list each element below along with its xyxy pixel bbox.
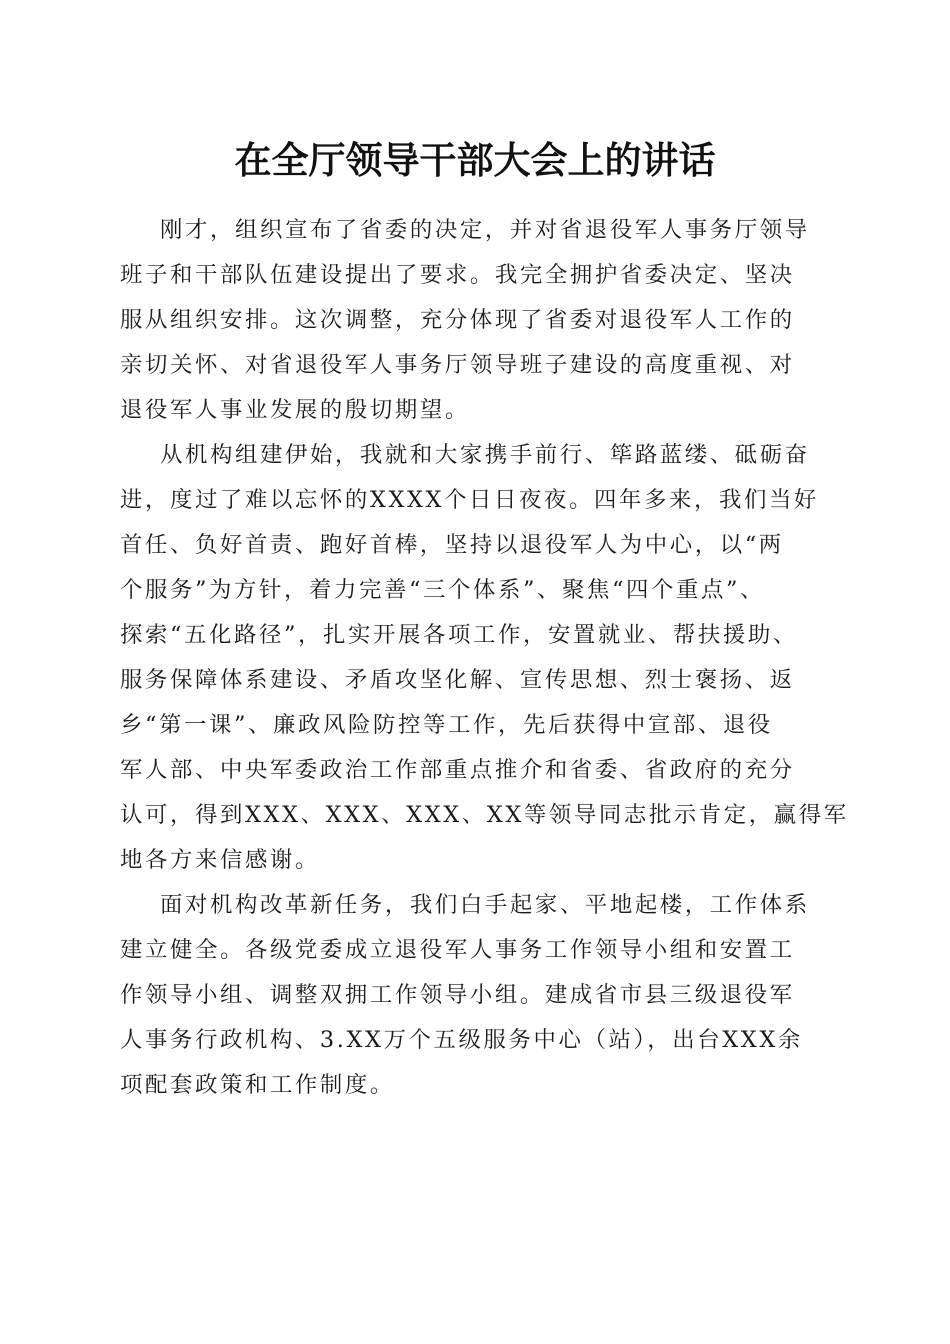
paragraph-line: 人事务行政机构、3.XX万个五级服务中心（站），出台XXX余 xyxy=(120,1027,803,1053)
paragraph-1 xyxy=(120,208,840,433)
paragraph-line: 个服务”为方针，着力完善“三个体系”、聚焦“四个重点”、 xyxy=(120,577,766,603)
paragraph-line: 地各方来信感谢。 xyxy=(120,847,320,873)
paragraph-line: 亲切关怀、对省退役军人事务厅领导班子建设的高度重视、对 xyxy=(120,352,795,378)
paragraph-2 xyxy=(120,433,849,883)
paragraph-line: 服从组织安排。这次调整，充分体现了省委对退役军人工作的 xyxy=(120,307,795,333)
paragraph-line: 军人部、中央军委政治工作部重点推介和省委、省政府的充分 xyxy=(120,757,795,783)
paragraph-line: 作领导小组、调整双拥工作领导小组。建成省市县三级退役军 xyxy=(120,982,795,1008)
paragraph-line: 刚才，组织宣布了省委的决定，并对省退役军人事务厅领导 xyxy=(160,217,810,243)
paragraph-line: 进，度过了难以忘怀的XXXX个日日夜夜。四年多来，我们当好 xyxy=(120,487,819,513)
paragraph-line: 项配套政策和工作制度。 xyxy=(120,1072,395,1098)
paragraph-line: 建立健全。各级党委成立退役军人事务工作领导小组和安置工 xyxy=(120,937,795,963)
paragraph-line: 从机构组建伊始，我就和大家携手前行、筚路蓝缕、砥砺奋 xyxy=(160,442,810,468)
paragraph-line: 探索“五化路径”，扎实开展各项工作，安置就业、帮扶援助、 xyxy=(120,622,798,648)
document-body xyxy=(120,208,849,1108)
paragraph-line: 乡“第一课”、廉政风险防控等工作，先后获得中宣部、退役 xyxy=(120,712,773,738)
paragraph-line: 认可，得到XXX、XXX、XXX、XX等领导同志批示肯定，赢得军 xyxy=(120,802,849,828)
document-title: 在全厅领导干部大会上的讲话 xyxy=(234,138,716,182)
paragraph-line: 班子和干部队伍建设提出了要求。我完全拥护省委决定、坚决 xyxy=(120,262,795,288)
paragraph-line: 首任、负好首责、跑好首棒，坚持以退役军人为中心，以“两 xyxy=(120,532,784,558)
paragraph-line: 退役军人事业发展的殷切期望。 xyxy=(120,397,470,423)
paragraph-line: 面对机构改革新任务，我们白手起家、平地起楼，工作体系 xyxy=(160,892,810,918)
paragraph-line: 服务保障体系建设、矛盾攻坚化解、宣传思想、烈士褒扬、返 xyxy=(120,667,795,693)
paragraph-3 xyxy=(120,883,840,1108)
